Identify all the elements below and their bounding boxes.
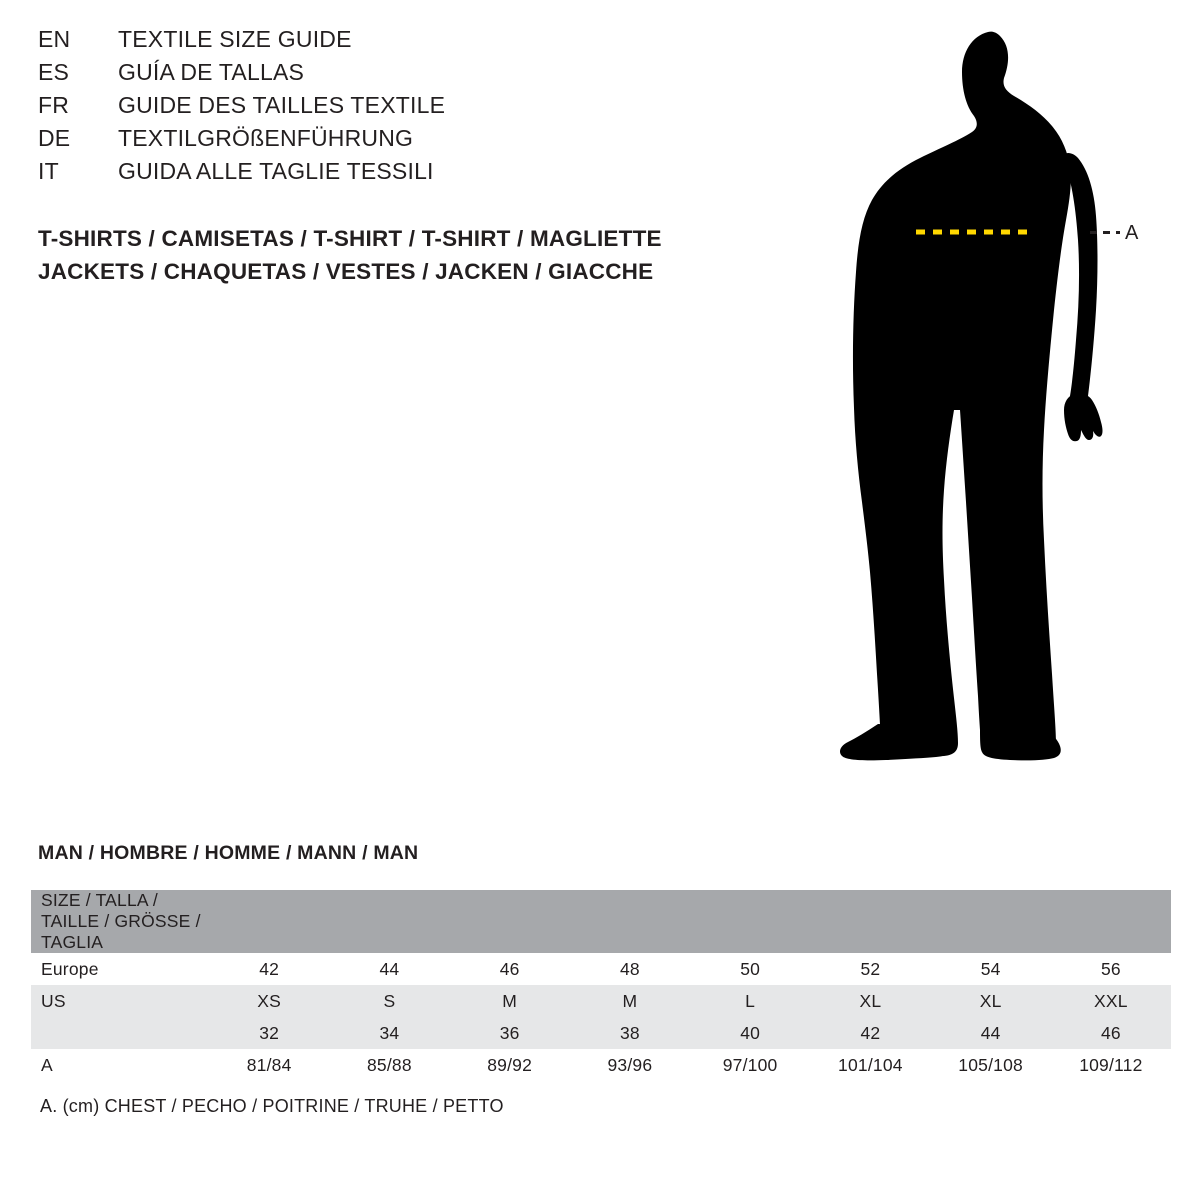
table-cell: 46 (1051, 1017, 1171, 1049)
table-cell: 36 (450, 1017, 570, 1049)
language-list (38, 26, 738, 191)
language-row (38, 92, 738, 125)
language-title: GUIDA ALLE TAGLIE TESSILI (118, 158, 434, 184)
table-header-cell (810, 890, 930, 953)
row-label-a: A (31, 1049, 209, 1081)
language-row (38, 158, 738, 191)
table-row (31, 985, 1171, 1017)
row-label-europe: Europe (31, 953, 209, 985)
table-cell: 101/104 (810, 1049, 930, 1081)
language-code: FR (38, 92, 70, 118)
silhouette-shape (840, 32, 1103, 761)
table-header-cell (1051, 890, 1171, 953)
language-code: DE (38, 125, 71, 151)
table-header-cell (209, 890, 329, 953)
table-cell: 109/112 (1051, 1049, 1171, 1081)
table-header-cell (690, 890, 810, 953)
table-cell: 34 (329, 1017, 449, 1049)
language-code: IT (38, 158, 59, 184)
table-cell: 85/88 (329, 1049, 449, 1081)
language-code: ES (38, 59, 70, 85)
table-cell: L (690, 985, 810, 1017)
table-cell: 52 (810, 953, 930, 985)
table-cell: 54 (931, 953, 1051, 985)
table-cell: 50 (690, 953, 810, 985)
table-header-label: SIZE / TALLA / TAILLE / GRÖSSE / TAGLIA (31, 890, 209, 953)
table-cell: 42 (810, 1017, 930, 1049)
table-cell: 48 (570, 953, 690, 985)
table-cell: 56 (1051, 953, 1171, 985)
table-cell: 44 (931, 1017, 1051, 1049)
footnote-chest-measurement: A. (cm) CHEST / PECHO / POITRINE / TRUHE / PETTO (40, 1096, 504, 1116)
language-row (38, 125, 738, 158)
table-cell: 32 (209, 1017, 329, 1049)
table-cell: S (329, 985, 449, 1017)
table-header-cell (570, 890, 690, 953)
garment-category-list (38, 222, 798, 288)
table-cell: 38 (570, 1017, 690, 1049)
table-cell: 105/108 (931, 1049, 1051, 1081)
table-cell: 42 (209, 953, 329, 985)
language-code: EN (38, 26, 71, 52)
table-cell: 89/92 (450, 1049, 570, 1081)
table-cell: M (570, 985, 690, 1017)
measure-leader-line (1090, 231, 1120, 234)
size-table (31, 890, 1171, 1081)
language-row (38, 26, 738, 59)
table-cell: 40 (690, 1017, 810, 1049)
table-header-cell (329, 890, 449, 953)
table-cell: XXL (1051, 985, 1171, 1017)
table-cell: 46 (450, 953, 570, 985)
table-header-row (31, 890, 1171, 953)
garment-category-jackets: JACKETS / CHAQUETAS / VESTES / JACKEN / GIACCHE (38, 259, 654, 284)
table-cell: 81/84 (209, 1049, 329, 1081)
table-cell: 44 (329, 953, 449, 985)
language-title: TEXTILGRÖßENFÜHRUNG (118, 125, 414, 151)
body-silhouette-figure (820, 10, 1180, 790)
table-cell: 93/96 (570, 1049, 690, 1081)
silhouette-svg (820, 10, 1180, 790)
garment-category-tshirts: T-SHIRTS / CAMISETAS / T-SHIRT / T-SHIRT / MAGLIETTE (38, 226, 662, 251)
language-row (38, 59, 738, 92)
table-row (31, 1049, 1171, 1081)
measure-label-a: A (1125, 222, 1139, 244)
row-label-us: US (31, 985, 209, 1017)
table-cell: XL (810, 985, 930, 1017)
table-header-cell (450, 890, 570, 953)
table-row (31, 1017, 1171, 1049)
language-title: TEXTILE SIZE GUIDE (118, 26, 352, 52)
table-header-cell (931, 890, 1051, 953)
row-label-blank (31, 1017, 209, 1049)
table-cell: 97/100 (690, 1049, 810, 1081)
language-title: GUIDE DES TAILLES TEXTILE (118, 92, 446, 118)
table-section-title: MAN / HOMBRE / HOMME / MANN / MAN (38, 842, 419, 864)
table-row (31, 953, 1171, 985)
table-cell: XL (931, 985, 1051, 1017)
language-title: GUÍA DE TALLAS (118, 59, 305, 85)
table-cell: XS (209, 985, 329, 1017)
table-cell: M (450, 985, 570, 1017)
